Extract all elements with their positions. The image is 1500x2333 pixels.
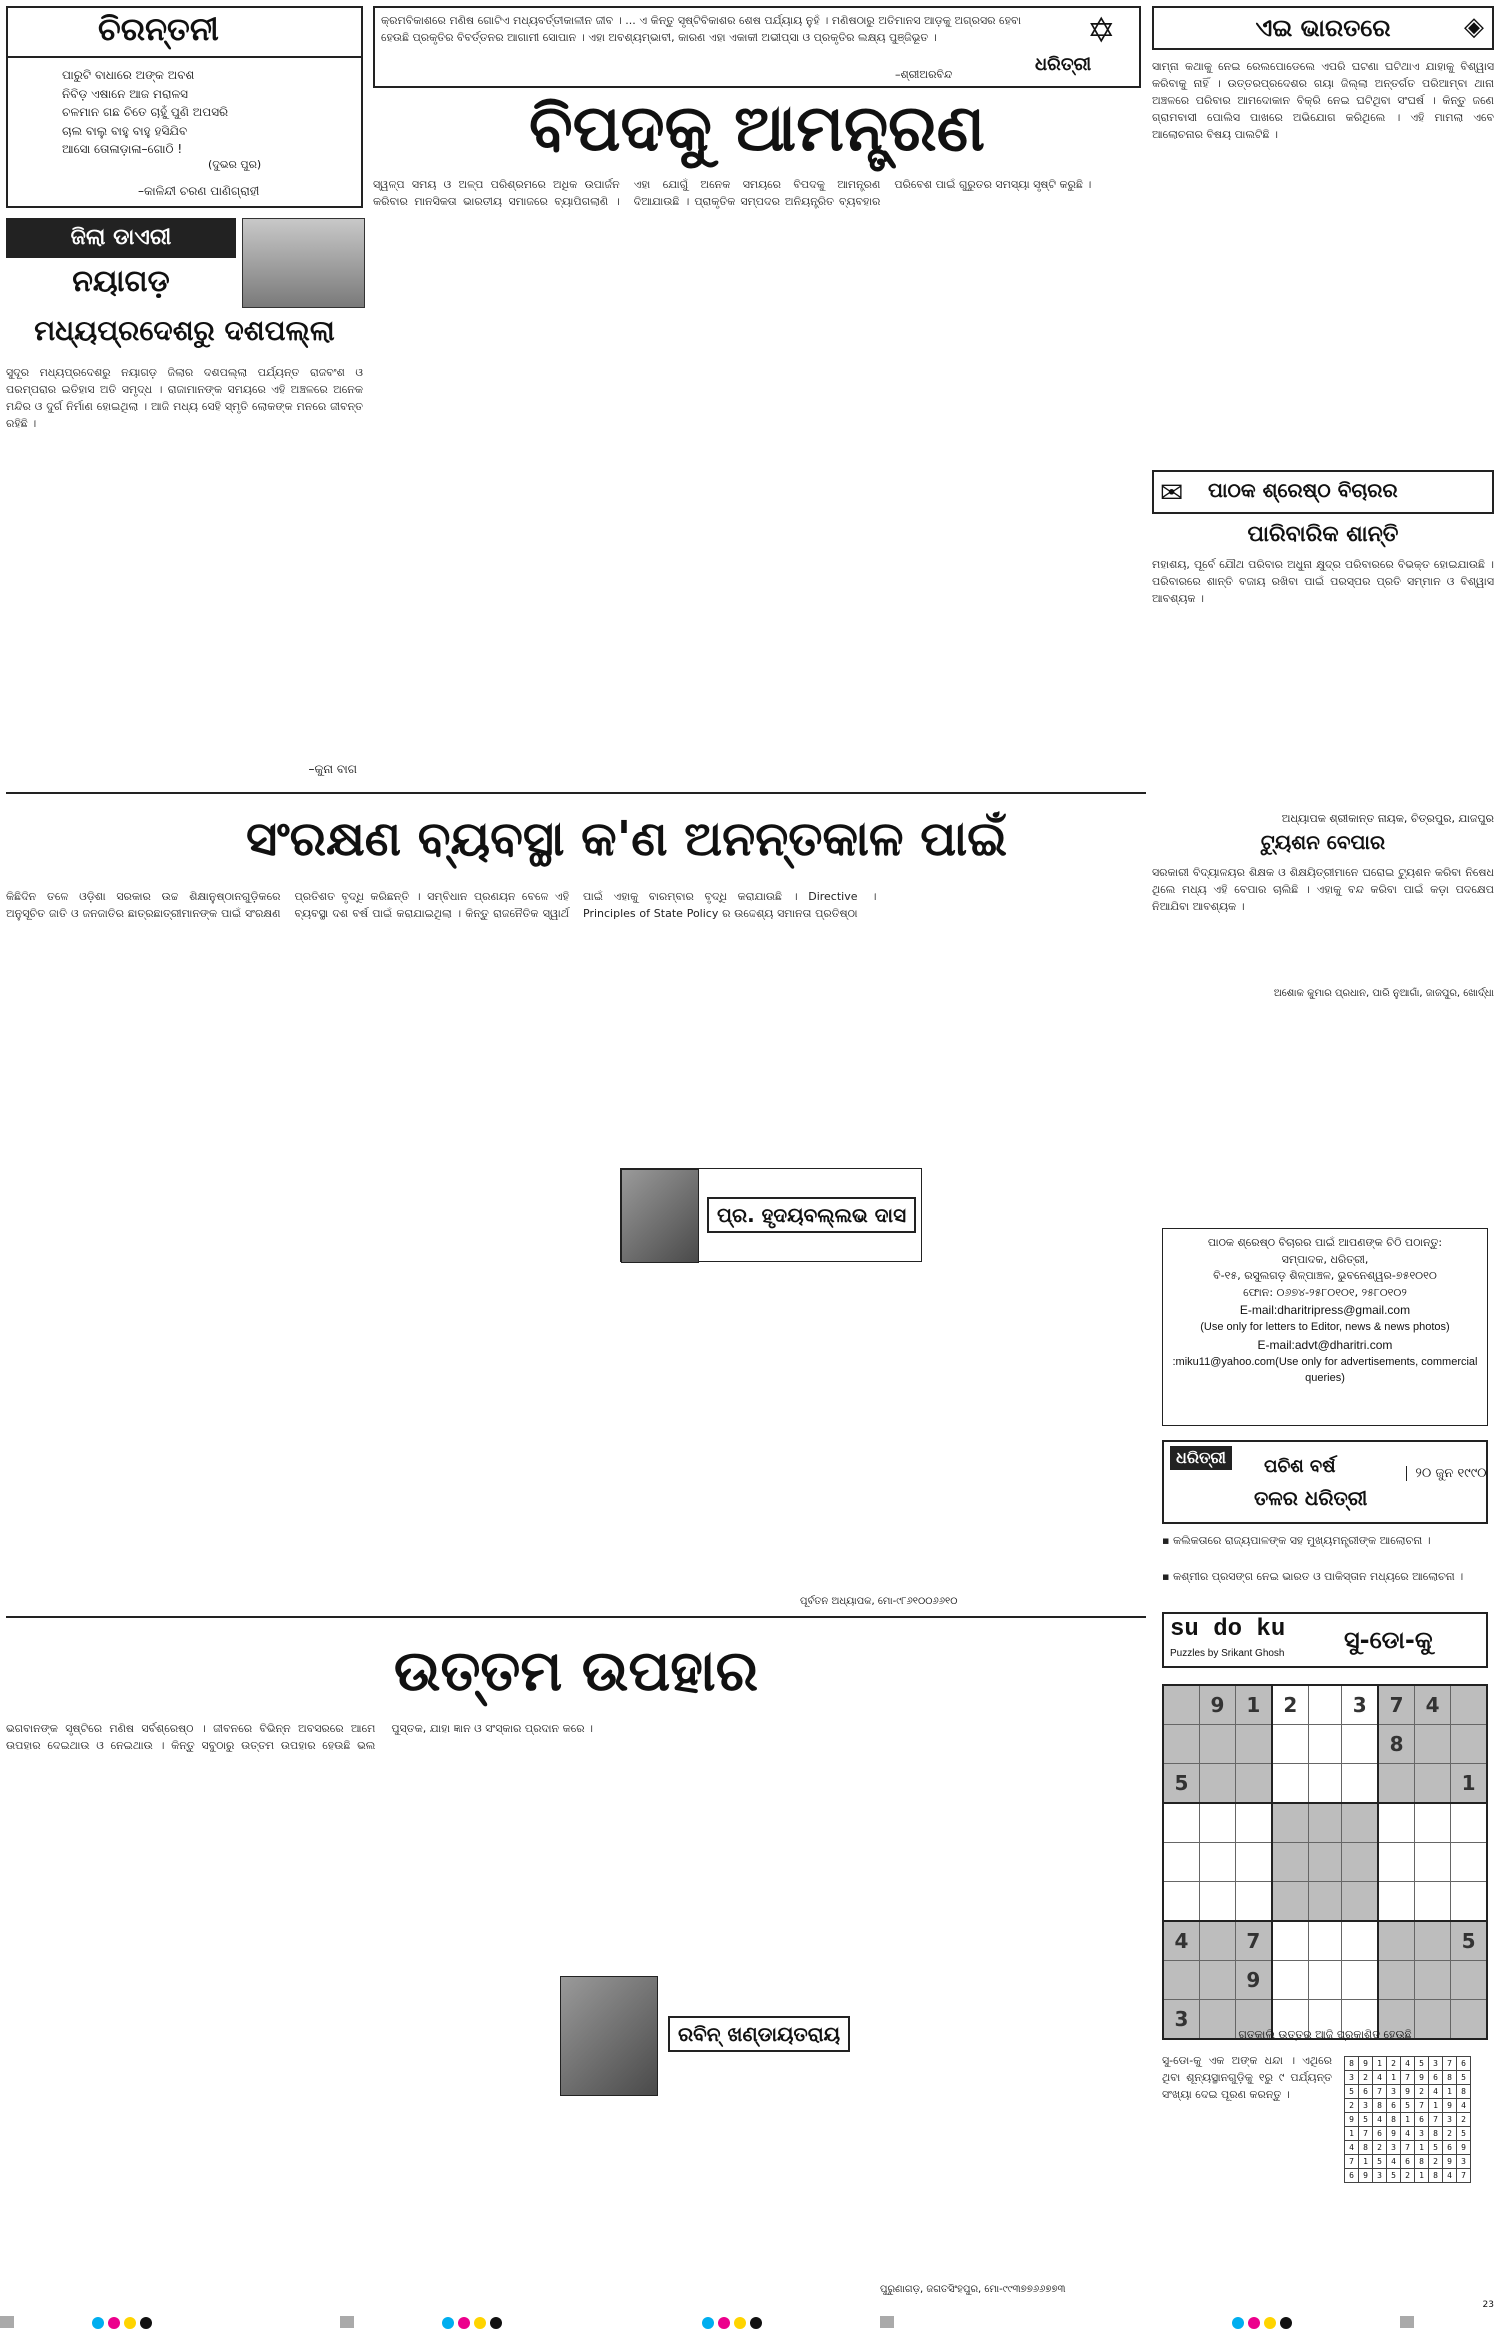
solution-cell: 8 [1415, 2155, 1429, 2169]
sudoku-title-en: su do ku [1170, 1616, 1286, 1643]
solution-cell: 8 [1345, 2057, 1359, 2071]
dharitri-emblem [1035, 12, 1135, 84]
sudoku-cell: 4 [1163, 1921, 1199, 1961]
sudoku-cell: 9 [1235, 1961, 1271, 2000]
letter1-body: ମହାଶୟ, ପୂର୍ବେ ଯୌଥ ପରିବାର ଅଧୁନା କ୍ଷୁଦ୍ର ପରିବାରରେ ବିଭକ୍ତ ହୋଇଯାଉଛି । ପରିବାରରେ ଶାନ୍ତି ବଜାୟ ରଖିବା ପାଇଁ ପରସ୍ପର ପ୍ରତି ସମ୍ମାନ ଓ ବିଶ୍ୱାସ ଆବଶ୍ୟକ । [1152, 558, 1494, 606]
contact-email-note: (Use only for letters to Editor, news & news photos) [1200, 1321, 1450, 1333]
registration-dot [1232, 2317, 1244, 2329]
sudoku-cell [1308, 1685, 1341, 1725]
sudoku-cell [1199, 1725, 1235, 1764]
sudoku-cell: 3 [1163, 2000, 1199, 2040]
sudoku-cell [1199, 1882, 1235, 1922]
ajibharatare-body: ସାମ୍ନା କଥାକୁ ନେଇ ରେଲପୋଡେଲେ ଏପରି ଘଟଣା ଘଟିଥାଏ ଯାହାକୁ ବିଶ୍ୱାସ କରିବାକୁ ନାହିଁ । ଉତ୍ତରପ୍ରଦେଶର ଗୟା ଜିଲ୍ଲା ଅନ୍ତର୍ଗତ ପରିଆମ୍ବା ଥାନା ଅଞ୍ଚଳରେ ପରିବାର ଆମଦୋକାନ ବିକ୍ରି ନେଇ ଘଟିଥିବା ସଂଘର୍ଷ । କିନ୍ତୁ ଜଣେ ଗ୍ରାମବାସୀ ପୋଲିସ ପାଖରେ ଅଭିଯୋଗ କରିଥିଲେ । ଏହି ମାମଲା ଏବେ ଆଲୋଚନାର ବିଷୟ ପାଲଟିଛି । [1152, 60, 1494, 142]
contact-line: ଫୋନ: ୦୬୭୪-୨୫୮୦୧୦୧, ୨୫୮୦୧୦୨ [1243, 1285, 1407, 1299]
solution-cell: 8 [1443, 2071, 1457, 2085]
sudoku-cell: 8 [1378, 1725, 1414, 1764]
archive-title-2: ତଳର ଧରିତ୍ରୀ [1254, 1486, 1368, 1510]
contact-line: ସମ୍ପାଦକ, ଧରିତ୍ରୀ, [1281, 1252, 1369, 1266]
sudoku-cell: 1 [1451, 1764, 1487, 1804]
solution-cell: 1 [1373, 2057, 1387, 2071]
registration-dot [458, 2317, 470, 2329]
solution-cell: 2 [1415, 2085, 1429, 2099]
contact-line: ପାଠକ ଶ୍ରେଷ୍ଠ ବିଚାରର ପାଇଁ ଆପଣଙ୍କ ଚିଠି ପଠାନ୍ତୁ: [1207, 1236, 1443, 1249]
sudoku-cell [1342, 1882, 1378, 1922]
sudoku-title-or: ସୁ-ଡୋ-କୁ [1344, 1626, 1433, 1654]
sudoku-cell [1272, 1961, 1308, 2000]
sudoku-cell [1272, 1921, 1308, 1961]
solution-cell: 6 [1457, 2057, 1471, 2071]
solution-cell: 4 [1373, 2113, 1387, 2127]
solution-cell: 9 [1387, 2127, 1401, 2141]
solution-cell: 2 [1401, 2169, 1415, 2183]
sudoku-cell [1272, 1843, 1308, 1882]
quote-text: କ୍ରମବିକାଶରେ ମଣିଷ ଗୋଟିଏ ମଧ୍ୟବର୍ତ୍ତୀକାଳୀନ ଜୀବ । ... ଏ କିନ୍ତୁ ସୃଷ୍ଟିବିକାଶର ଶେଷ ପର୍ଯ୍ୟାୟ ନୁହଁ । ମଣିଷଠାରୁ ଅତିମାନସ ଆଡ଼କୁ ଅଗ୍ରସର ହେବା ହେଉଛି ପ୍ରକୃତିର ବିବର୍ତ୍ତନର ଆଗାମୀ ସୋପାନ । ଏହା ଅବଶ୍ୟମ୍ଭାବୀ, କାରଣ ଏହା ଏକାକୀ ଅଭୀପ୍ସା ଓ ପ୍ରକୃତିର ଲକ୍ଷ୍ୟ ପୁଞ୍ଜିଭୂତ । [381, 14, 1021, 45]
solution-cell: 3 [1457, 2155, 1471, 2169]
sudoku-section [1162, 1612, 1488, 2302]
sudoku-cell [1308, 1882, 1341, 1922]
ajibharatare-section [1152, 6, 1494, 468]
registration-mark [90, 2314, 154, 2333]
solution-cell: 8 [1387, 2113, 1401, 2127]
registration-dot [702, 2317, 714, 2329]
solution-cell: 1 [1415, 2169, 1429, 2183]
solution-cell: 6 [1359, 2085, 1373, 2099]
reservation-headline: ସଂରକ୍ଷଣ ବ୍ୟବସ୍ଥା କ'ଣ ଅନନ୍ତକାଳ ପାଇଁ [246, 811, 1008, 867]
sudoku-cell [1415, 1764, 1451, 1804]
sudoku-cell [1342, 1961, 1378, 2000]
registration-dot [474, 2317, 486, 2329]
solution-cell: 4 [1387, 2155, 1401, 2169]
sudoku-cell: 5 [1451, 1921, 1487, 1961]
solution-cell: 5 [1457, 2127, 1471, 2141]
registration-dot [108, 2317, 120, 2329]
poem-line: ଚାଲ ବାଲୁ ବାହୁ ବାହୁ ହସିଯିବ [62, 123, 188, 138]
archive-logo: ଧରିତ୍ରୀ [1170, 1446, 1232, 1470]
archive-item-text: କଶ୍ମୀର ପ୍ରସଙ୍ଗ ନେଇ ଭାରତ ଓ ପାକିସ୍ତାନ ମଧ୍ୟରେ ଆଲୋଚନା । [1172, 1570, 1464, 1583]
solution-cell: 1 [1443, 2085, 1457, 2099]
sudoku-solution [1344, 2056, 1471, 2183]
letter2-author: ଅଶୋକ କୁମାର ପ୍ରଧାନ, ପାରି ନୁଆଗାଁ, ଜାଜପୁର, ଖୋର୍ଦ୍ଧା [1273, 988, 1494, 999]
temple-photo [242, 218, 365, 308]
solution-cell: 7 [1373, 2085, 1387, 2099]
solution-cell: 4 [1373, 2071, 1387, 2085]
solution-cell: 5 [1429, 2141, 1443, 2155]
sudoku-cell [1163, 1685, 1199, 1725]
sudoku-cell [1451, 1685, 1487, 1725]
contact-email[interactable]: E-mail:dharitripress@gmail.com [1239, 1303, 1411, 1317]
sudoku-cell [1308, 1764, 1341, 1804]
solution-cell: 4 [1429, 2085, 1443, 2099]
sudoku-cell [1272, 1803, 1308, 1843]
sudoku-cell [1451, 1725, 1487, 1764]
letter2-body: ସରକାରୀ ବିଦ୍ୟାଳୟର ଶିକ୍ଷକ ଓ ଶିକ୍ଷୟିତ୍ରୀମାନେ ଘରୋଇ ଟ୍ୟୁଶନ କରିବା ନିଷେଧ ଥିଲେ ମଧ୍ୟ ଏହି ବେପାର ଚାଲିଛି । ଏହାକୁ ବନ୍ଦ କରିବା ପାଇଁ କଡ଼ା ପଦକ୍ଷେପ ନିଆଯିବା ଆବଶ୍ୟକ । [1152, 866, 1494, 914]
sudoku-cell [1199, 1764, 1235, 1804]
solution-cell: 3 [1415, 2127, 1429, 2141]
solution-cell: 8 [1429, 2169, 1443, 2183]
registration-dot [92, 2317, 104, 2329]
solution-cell: 3 [1429, 2057, 1443, 2071]
sudoku-cell [1163, 1803, 1199, 1843]
solution-cell: 1 [1387, 2071, 1401, 2085]
registration-bar [880, 2316, 894, 2328]
solution-cell: 6 [1429, 2071, 1443, 2085]
solution-cell: 5 [1387, 2169, 1401, 2183]
jila-diary-section [6, 218, 363, 786]
poem-line: ଚଳମାନ ଗଛ ଚିତେ ଚାହୁଁ ପୁଣି ଅପସରି [62, 105, 229, 120]
sudoku-cell: 7 [1378, 1685, 1414, 1725]
solution-cell: 2 [1373, 2141, 1387, 2155]
sudoku-cell [1378, 1803, 1414, 1843]
editorial-body: ସ୍ୱଳ୍ପ ସମୟ ଓ ଅଳ୍ପ ପରିଶ୍ରମରେ ଅଧିକ ଉପାର୍ଜନ କରିବାର ମାନସିକତା ଭାରତୀୟ ସମାଜରେ ବ୍ୟାପିଗଲାଣି । ଏହା ଯୋଗୁଁ ଅନେକ ସମୟରେ ବିପଦକୁ ଆମନ୍ତ୍ରଣ ଦିଆଯାଉଛି । ପ୍ରାକୃତିକ ସମ୍ପଦର ଅନିୟନ୍ତ୍ରିତ ବ୍ୟବହାର ପରିବେଶ ପାଇଁ ଗୁରୁତର ସମସ୍ୟା ସୃଷ୍ଟି କରୁଛି । [373, 178, 1092, 209]
solution-cell: 7 [1443, 2057, 1457, 2071]
sudoku-cell [1235, 1843, 1271, 1882]
poem-line: ଆସୋ ତୋଳାଡ଼ାଳା–ଗୋଠି ! [62, 142, 183, 157]
registration-bar [0, 2316, 14, 2328]
letter2-title: ଟ୍ୟୁଶନ ବେପାର [1260, 830, 1386, 854]
contact-box [1162, 1228, 1488, 1426]
poem [62, 66, 228, 159]
sudoku-byline: Puzzles by Srikant Ghosh [1170, 1648, 1285, 1659]
sudoku-grid [1162, 1684, 1488, 2040]
archive-item [1162, 1568, 1488, 1600]
solution-cell: 1 [1345, 2127, 1359, 2141]
sudoku-row [1163, 1843, 1487, 1882]
best-gift-author-note: ପୁରୁଣାଗଡ଼, ଜଗତସିଂହପୁର, ମୋ-୯୯୩୭୭୬୬୭୭୩ [880, 2284, 1066, 2295]
poem-line: ପାରୁଟି ବାଧାରେ ଅଙ୍କ ଅବଶ [62, 68, 195, 82]
sudoku-row [1163, 1725, 1487, 1764]
registration-dot [490, 2317, 502, 2329]
solution-cell: 6 [1373, 2127, 1387, 2141]
author-photo [560, 1976, 658, 2096]
solution-cell: 3 [1387, 2141, 1401, 2155]
emblem-text: ଧରିତ୍ରୀ [1035, 54, 1092, 75]
sudoku-cell [1235, 1803, 1271, 1843]
sudoku-row [1163, 1921, 1487, 1961]
sudoku-cell [1451, 1843, 1487, 1882]
poem-note: (ଦୁଭର ପୁର) [208, 158, 262, 171]
ajibharatare-title [1152, 6, 1494, 50]
reservation-author: ପ୍ର. ହୃଦୟବଲ୍ଲଭ ଦାସ [707, 1197, 916, 1233]
sudoku-cell [1378, 1843, 1414, 1882]
sudoku-row [1163, 1961, 1487, 2000]
solution-cell: 4 [1345, 2141, 1359, 2155]
poem-author: –କାଳିନ୍ଦୀ ଚରଣ ପାଣିଗ୍ରାହୀ [138, 184, 260, 198]
solution-cell: 8 [1429, 2127, 1443, 2141]
solution-cell: 3 [1387, 2085, 1401, 2099]
sudoku-cell [1199, 1921, 1235, 1961]
solution-cell: 6 [1387, 2099, 1401, 2113]
solution-cell: 2 [1359, 2071, 1373, 2085]
solution-cell: 9 [1443, 2155, 1457, 2169]
solution-cell: 7 [1415, 2099, 1429, 2113]
solution-cell: 5 [1415, 2057, 1429, 2071]
sudoku-cell [1308, 1803, 1341, 1843]
contact-line: ବି-୧୫, ରସୁଲଗଡ଼ ଶିଳ୍ପାଞ୍ଚଳ, ଭୁବନେଶ୍ୱର-୭୫୧୦୧୦ [1213, 1269, 1437, 1282]
solution-cell: 6 [1345, 2169, 1359, 2183]
sudoku-cell [1415, 1921, 1451, 1961]
best-gift-author-box [560, 1976, 940, 2094]
sudoku-cell [1163, 1725, 1199, 1764]
solution-cell: 5 [1401, 2099, 1415, 2113]
solution-cell: 2 [1443, 2127, 1457, 2141]
sudoku-title-bar [1162, 1612, 1488, 1668]
contact-email[interactable]: :miku11@yahoo.com(Use only for advertisements, commercial queries) [1172, 1355, 1478, 1384]
sudoku-cell [1199, 1961, 1235, 2000]
registration-dot [140, 2317, 152, 2329]
sudoku-cell [1199, 1803, 1235, 1843]
solution-cell: 9 [1401, 2085, 1415, 2099]
sudoku-cell [1451, 1882, 1487, 1922]
solution-cell: 9 [1359, 2169, 1373, 2183]
sudoku-cell [1308, 1921, 1341, 1961]
solution-cell: 7 [1401, 2071, 1415, 2085]
reader-label: ପାଠକ ଶ୍ରେଷ୍ଠ ବିଚାରର [1208, 478, 1398, 502]
solution-cell: 5 [1373, 2155, 1387, 2169]
solution-row [1345, 2057, 1471, 2071]
solution-row [1345, 2071, 1471, 2085]
sudoku-cell [1235, 1882, 1271, 1922]
section-divider [6, 792, 1146, 794]
solution-cell: 4 [1457, 2099, 1471, 2113]
solution-cell: 8 [1359, 2141, 1373, 2155]
archive-section [1162, 1440, 1488, 1600]
solution-cell: 4 [1401, 2127, 1415, 2141]
sudoku-cell [1342, 1803, 1378, 1843]
sudoku-cell [1308, 1961, 1341, 2000]
archive-item-text: କଲିକତାରେ ରାଜ୍ୟପାଳଙ୍କ ସହ ମୁଖ୍ୟମନ୍ତ୍ରୀଙ୍କ ଆଲୋଚନା । [1172, 1534, 1431, 1547]
solution-cell: 9 [1457, 2141, 1471, 2155]
archive-date: ୨୦ ଜୁନ ୧୯୯୦ [1406, 1466, 1491, 1481]
sudoku-cell [1378, 1882, 1414, 1922]
solution-cell: 7 [1359, 2127, 1373, 2141]
sudoku-row [1163, 1685, 1487, 1725]
sudoku-cell: 5 [1163, 1764, 1199, 1804]
solution-cell: 8 [1457, 2085, 1471, 2099]
reader-section [1152, 470, 1494, 1010]
solution-cell: 5 [1359, 2113, 1373, 2127]
sudoku-cell [1451, 1803, 1487, 1843]
registration-dot [1280, 2317, 1292, 2329]
sudoku-cell [1272, 1882, 1308, 1922]
sudoku-cell: 4 [1415, 1685, 1451, 1725]
solution-cell: 2 [1457, 2113, 1471, 2127]
registration-mark [700, 2314, 764, 2333]
solution-cell: 3 [1359, 2099, 1373, 2113]
sudoku-cell [1272, 1764, 1308, 1804]
solution-cell: 4 [1443, 2169, 1457, 2183]
sudoku-cell: 9 [1199, 1685, 1235, 1725]
registration-dot [734, 2317, 746, 2329]
bullet-icon: ▪ [1162, 1534, 1173, 1547]
sudoku-cell [1235, 1764, 1271, 1804]
solution-cell: 7 [1345, 2155, 1359, 2169]
star-emblem-icon: ✡ [1087, 11, 1116, 51]
solution-cell: 6 [1415, 2113, 1429, 2127]
sudoku-cell [1342, 1725, 1378, 1764]
jila-diary-label: ଜିଲା ଡାଏରୀ [6, 218, 236, 258]
solution-row [1345, 2085, 1471, 2099]
solution-cell: 5 [1457, 2071, 1471, 2085]
reader-label-box [1152, 470, 1494, 514]
chirantani-title: ଚିରନ୍ତନୀ [98, 10, 219, 48]
solution-cell: 1 [1401, 2113, 1415, 2127]
solution-cell: 3 [1345, 2071, 1359, 2085]
solution-cell: 1 [1429, 2099, 1443, 2113]
sudoku-cell [1415, 1882, 1451, 1922]
registration-mark [1230, 2314, 1294, 2333]
sudoku-cell [1163, 1843, 1199, 1882]
editorial-headline: ବିପଦକୁ ଆମନ୍ତ୍ରଣ [529, 92, 985, 166]
reservation-author-note: ପୂର୍ବତନ ଅଧ୍ୟାପକ, ମୋ-୯୮୬୧୦୦୬୬୧୦ [800, 1596, 958, 1607]
sudoku-cell: 1 [1235, 1685, 1271, 1725]
reservation-body: କିଛିଦିନ ତଳେ ଓଡ଼ିଶା ସରକାର ଉଚ୍ଚ ଶିକ୍ଷାନୁଷ୍ଠାନଗୁଡ଼ିକରେ ଅନୁସୂଚିତ ଜାତି ଓ ଜନଜାତିର ଛାତ୍ରଛାତ୍ରୀମାନଙ୍କ ପାଇଁ ସଂରକ୍ଷଣ ପ୍ରତିଶତ ବୃଦ୍ଧି କରିଛନ୍ତି । ସମ୍ବିଧାନ ପ୍ରଣୟନ ବେଳେ ଏହି ବ୍ୟବସ୍ଥା ଦଶ ବର୍ଷ ପାଇଁ କରାଯାଇଥିଲା । କିନ୍ତୁ ରାଜନୈତିକ ସ୍ୱାର୍ଥ ପାଇଁ ଏହାକୁ ବାରମ୍ବାର ବୃଦ୍ଧି କରାଯାଉଛି । Directive Principles of State Policy ର ଉଦ୍ଦେଶ୍ୟ ସମାନତା ପ୍ରତିଷ୍ଠା । [6, 890, 877, 921]
sudoku-cell [1378, 1764, 1414, 1804]
sudoku-cell: 2 [1272, 1685, 1308, 1725]
solution-cell: 3 [1443, 2113, 1457, 2127]
solution-cell: 2 [1387, 2057, 1401, 2071]
sudoku-cell: 3 [1342, 1685, 1378, 1725]
author-photo [621, 1169, 699, 1263]
solution-cell: 5 [1345, 2085, 1359, 2099]
solution-row [1345, 2169, 1471, 2183]
solution-cell: 2 [1429, 2155, 1443, 2169]
sudoku-cell [1308, 1843, 1341, 1882]
jila-diary-headline: ମଧ୍ୟପ୍ରଦେଶରୁ ଦଶପଲ୍ଲା [34, 314, 335, 347]
letter1-title: ପାରିବାରିକ ଶାନ୍ତି [1247, 522, 1399, 547]
solution-cell: 1 [1359, 2155, 1373, 2169]
jila-diary-author: –କୁନା ବାଗ [308, 762, 357, 776]
registration-dot [718, 2317, 730, 2329]
solution-cell: 7 [1401, 2141, 1415, 2155]
solution-cell: 4 [1401, 2057, 1415, 2071]
solution-cell: 9 [1359, 2057, 1373, 2071]
solution-cell: 2 [1345, 2099, 1359, 2113]
page-number: 23 [1482, 2300, 1494, 2310]
sudoku-cell [1415, 1803, 1451, 1843]
solution-cell: 3 [1373, 2169, 1387, 2183]
sudoku-cell [1163, 1882, 1199, 1922]
registration-bar [340, 2316, 354, 2328]
registration-mark [440, 2314, 504, 2333]
jila-diary-body: ସୁଦୂର ମଧ୍ୟପ୍ରଦେଶରୁ ନୟାଗଡ଼ ଜିଲାର ଦଶପଲ୍ଲା ପର୍ଯ୍ୟନ୍ତ ରାଜବଂଶ ଓ ପରମ୍ପରାର ଇତିହାସ ଅତି ସମୃଦ୍ଧ । ରାଜାମାନଙ୍କ ସମୟରେ ଏହି ଅଞ୍ଚଳରେ ଅନେକ ମନ୍ଦିର ଓ ଦୁର୍ଗ ନିର୍ମାଣ ହୋଇଥିଲା । ଆଜି ମଧ୍ୟ ସେହି ସ୍ମୃତି ଲୋକଙ୍କ ମନରେ ଜୀବନ୍ତ ରହିଛି । [6, 366, 363, 431]
solution-cell: 9 [1415, 2071, 1429, 2085]
solution-cell: 6 [1401, 2155, 1415, 2169]
solution-cell: 7 [1429, 2113, 1443, 2127]
envelope-icon: ✉ [1160, 476, 1184, 509]
india-map-icon: ◈ [1464, 12, 1484, 42]
reservation-author-box [620, 1168, 922, 1262]
archive-header [1162, 1440, 1488, 1524]
sudoku-cell [1415, 1843, 1451, 1882]
sudoku-cell [1235, 1725, 1271, 1764]
solution-row [1345, 2127, 1471, 2141]
registration-marks [0, 2310, 1500, 2332]
sudoku-cell [1415, 1961, 1451, 2000]
sudoku-cell [1342, 1921, 1378, 1961]
sudoku-cell [1415, 1725, 1451, 1764]
district-name: ନୟାଗଡ଼ [72, 264, 170, 299]
sudoku-cell [1342, 1843, 1378, 1882]
sudoku-row [1163, 1764, 1487, 1804]
sudoku-cell [1272, 1725, 1308, 1764]
sudoku-cell [1308, 1725, 1341, 1764]
sudoku-row [1163, 1882, 1487, 1922]
sudoku-cell [1451, 1961, 1487, 2000]
registration-dot [124, 2317, 136, 2329]
registration-bar [1400, 2316, 1414, 2328]
solution-row [1345, 2113, 1471, 2127]
sudoku-instructions: ସୁ-ଡୋ-କୁ ଏକ ଅଙ୍କ ଧନ୍ଦା । ଏଥିରେ ଥିବା ଶୂନ୍ୟସ୍ଥାନଗୁଡ଼ିକୁ ୧ରୁ ୯ ପର୍ଯ୍ୟନ୍ତ ସଂଖ୍ୟା ଦେଇ ପୂରଣ କରନ୍ତୁ । [1162, 2054, 1332, 2102]
sudoku-answer-note: ଗତକାଲି ଉତ୍ତର ଆଜି ପ୍ରକାଶିତ ହେଉଛି [1238, 2028, 1412, 2041]
sudoku-cell: 7 [1235, 1921, 1271, 1961]
solution-row [1345, 2141, 1471, 2155]
sudoku-cell [1378, 1921, 1414, 1961]
registration-dot [750, 2317, 762, 2329]
sudoku-cell [1163, 1961, 1199, 2000]
best-gift-headline: ଉତ୍ତମ ଉପହାର [393, 1639, 759, 1704]
sudoku-cell [1199, 1843, 1235, 1882]
chirantani-box [6, 6, 363, 208]
registration-dot [442, 2317, 454, 2329]
solution-cell: 8 [1373, 2099, 1387, 2113]
sudoku-cell [1378, 1961, 1414, 2000]
registration-dot [1248, 2317, 1260, 2329]
solution-cell: 1 [1415, 2141, 1429, 2155]
archive-item [1162, 1532, 1488, 1566]
contact-email[interactable]: E-mail:advt@dharitri.com [1257, 1337, 1393, 1352]
ajibharatare-title-text: ଏଇ ଭାରତରେ [1255, 14, 1391, 42]
quote-author: –ଶ୍ରୀଅରବିନ୍ଦ [895, 68, 953, 81]
solution-row [1345, 2099, 1471, 2113]
solution-cell: 9 [1345, 2113, 1359, 2127]
title-underline [8, 56, 361, 58]
quote-box [373, 6, 1141, 88]
bullet-icon: ▪ [1162, 1570, 1173, 1583]
poem-line: ନିବିଡ଼ ଏଷାନେ ଆଜ ମରାଳସ [62, 86, 189, 101]
sudoku-cell [1342, 1764, 1378, 1804]
sudoku-row [1163, 1803, 1487, 1843]
solution-cell: 9 [1443, 2099, 1457, 2113]
best-gift-author: ରବିନ୍ ଖଣ୍ଡାୟତରାୟ [668, 2016, 850, 2052]
archive-title-1: ପଚିଶ ବର୍ଷ [1264, 1456, 1336, 1477]
best-gift-body: ଭଗବାନଙ୍କ ସୃଷ୍ଟିରେ ମଣିଷ ସର୍ବଶ୍ରେଷ୍ଠ । ଜୀବନରେ ବିଭିନ୍ନ ଅବସରରେ ଆମେ ଉପହାର ଦେଇଥାଉ ଓ ନେଇଥାଉ । କିନ୍ତୁ ସବୁଠାରୁ ଉତ୍ତମ ଉପହାର ହେଉଛି ଭଲ ପୁସ୍ତକ, ଯାହା ଜ୍ଞାନ ଓ ସଂସ୍କାର ପ୍ରଦାନ କରେ । [6, 1722, 594, 1753]
letter1-author: ଅଧ୍ୟାପକ ଶ୍ରୀକାନ୍ତ ନାୟକ, ଚିତ୍ରପୁର, ଯାଜପୁର [1281, 812, 1494, 825]
solution-cell: 7 [1457, 2169, 1471, 2183]
registration-dot [1264, 2317, 1276, 2329]
solution-row [1345, 2155, 1471, 2169]
section-divider [6, 1616, 1146, 1618]
solution-cell: 6 [1443, 2141, 1457, 2155]
